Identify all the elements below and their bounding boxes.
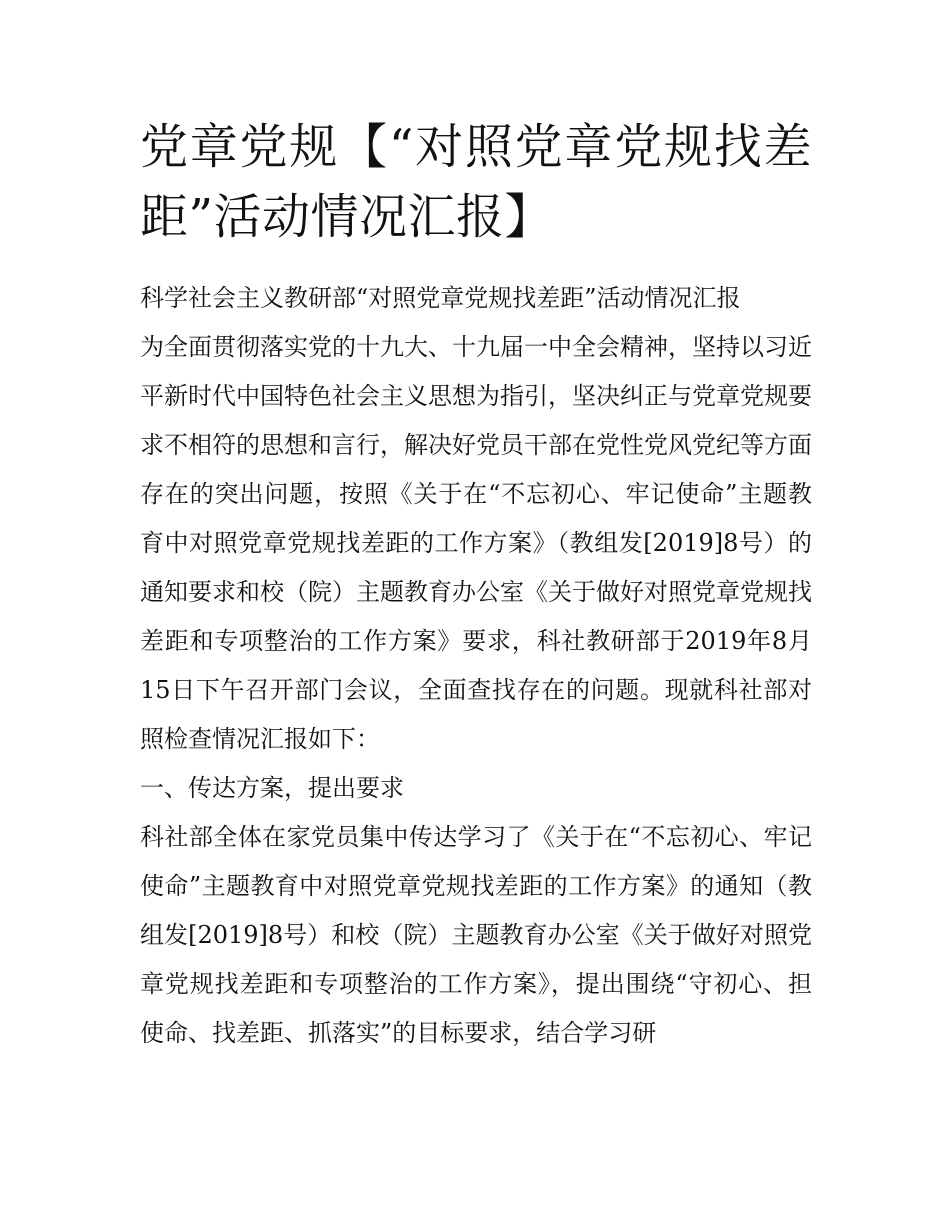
document-body: [140, 274, 812, 1058]
document-title: 党章党规【“对照党章党规找差距”活动情况汇报】: [140, 119, 812, 245]
section-heading-1: 一、传达方案，提出要求: [140, 774, 404, 802]
document-page: [140, 112, 812, 1058]
intro-paragraph: 为全面贯彻落实党的十九大、十九届一中全会精神，坚持以习近平新时代中国特色社会主义思想为指引，坚决纠正与党章党规要求不相符的思想和言行，解决好党员干部在党性党风党纪等方面存在的突出问题，按照《关于在“不忘初心、牢记使命”主题教育中对照党章党规找差距的工作方案》（教组发[2019]8号）的通知要求和校（院）主题教育办公室《关于做好对照党章党规找差距和专项整治的工作方案》要求，科社教研部于2019年8月15日下午召开部门会议，全面查找存在的问题。现就科社部对照检查情况汇报如下：: [140, 333, 812, 753]
report-subtitle: 科学社会主义教研部“对照党章党规找差距”活动情况汇报: [140, 284, 741, 312]
section-1-paragraph: 科社部全体在家党员集中传达学习了《关于在“不忘初心、牢记使命”主题教育中对照党章党规找差距的工作方案》的通知（教组发[2019]8号）和校（院）主题教育办公室《关于做好对照党章党规找差距和专项整治的工作方案》，提出围绕“守初心、担使命、找差距、抓落实”的目标要求，结合学习研: [140, 823, 812, 1047]
